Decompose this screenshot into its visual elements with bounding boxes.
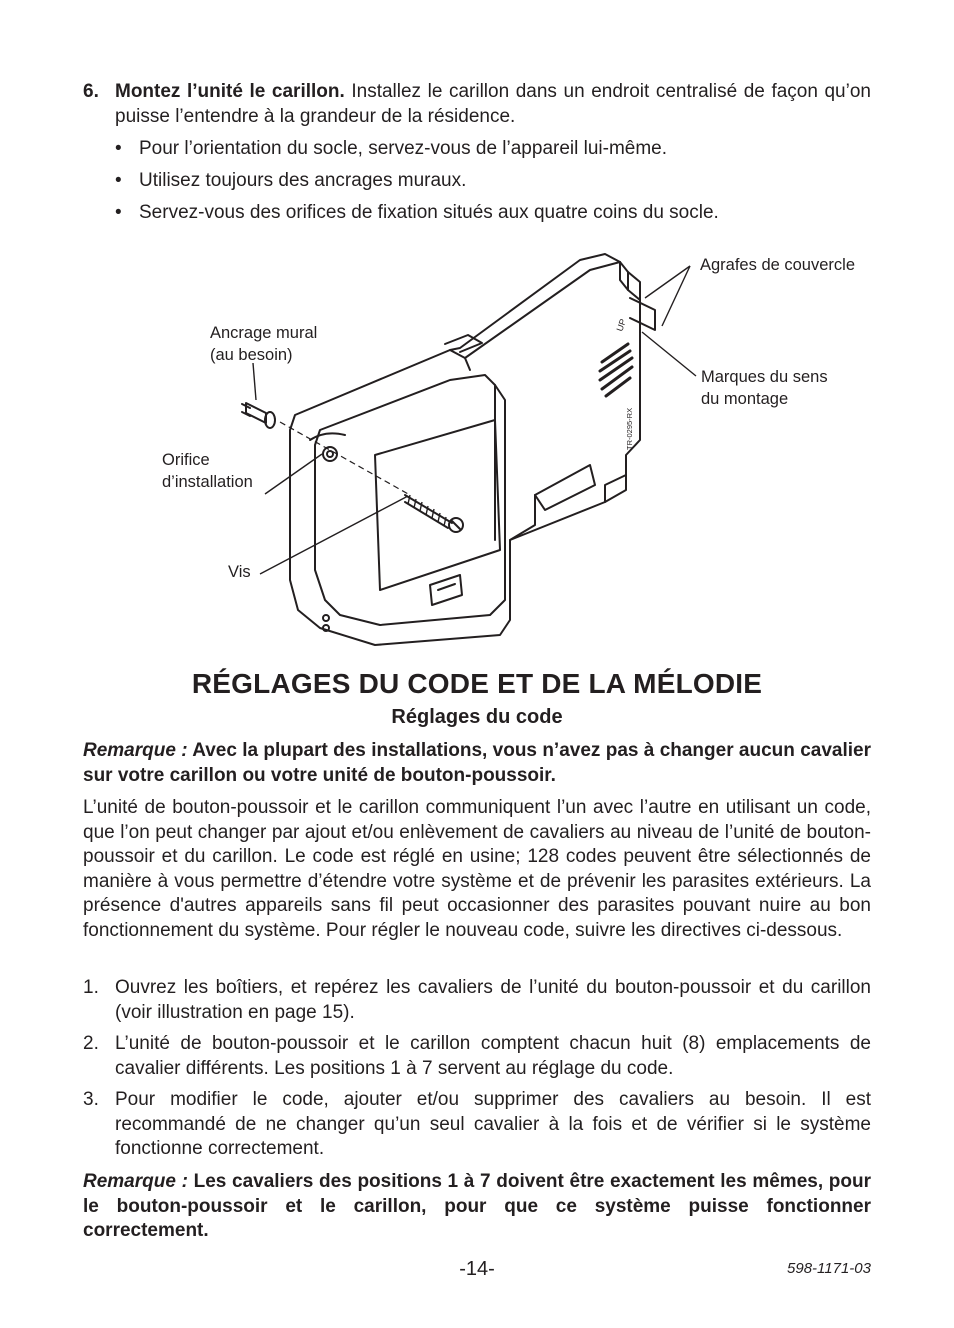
note-1 <box>83 739 871 788</box>
label-cover-clips: Agrafes de couvercle <box>700 256 856 274</box>
step-6-title: Montez l’unité le carillon. <box>115 81 345 102</box>
note-2-label: Remarque : <box>83 1171 188 1192</box>
section-heading: RÉGLAGES DU CODE ET DE LA MÉLODIE <box>191 668 763 699</box>
list-item: 3. Pour modifier le code, ajouter et/ou supprimer des cavaliers au besoin. Il est recommandé de ne changer qu’un seul cavalier à la fois et de vérifier si le système fonctionne correctement. <box>83 1089 871 1159</box>
bullet-icon: • <box>115 202 122 223</box>
bullet-icon: • <box>115 138 122 159</box>
note-1-label: Remarque : <box>83 740 188 761</box>
chime-device-drawing <box>150 240 880 660</box>
up-mark-text: UP <box>614 317 629 333</box>
code-steps <box>83 976 871 1162</box>
page-number: -14- <box>459 1258 495 1280</box>
body-paragraph: L’unité de bouton-poussoir et le carillon communiquent l’un avec l’autre en utilisant un code, que l’on peut changer par ajout et/ou enlèvement de cavaliers au niveau de l’unité de bouton-poussoir et du carillon. Le code est réglé en usine; 128 codes peuvent être sélectionnés de manière à vous permettre d’étendre votre système et de prévenir les parasites extérieurs. La présence d'autres appareils sans fil peut occasionner des parasites pouvant nuire au bon fonctionnement du système. Pour régler le nouveau code, suivre les directives ci-dessous. <box>83 797 871 941</box>
document-number: 598-1171-03 <box>787 1260 871 1277</box>
note-2-text: Les cavaliers des positions 1 à 7 doivent être exactement les mêmes, pour le bouton-poussoir et le carillon, pour que ce système puisse fonctionner correctement. <box>83 1171 871 1241</box>
note-2 <box>83 1170 871 1244</box>
step-6-text <box>115 80 871 129</box>
step-6-body: Installez le carillon dans un endroit centralisé de façon qu’on puisse l’entendre à la grandeur de la résidence. <box>115 81 871 127</box>
bullet-icon: • <box>115 170 122 191</box>
list-item: 2. L’unité de bouton-poussoir et le carillon comptent chacun huit (8) emplacements de cavalier différents. Les positions 1 à 7 servent au réglage du code. <box>83 1033 871 1079</box>
label-screw: Vis <box>228 563 251 581</box>
section-subheading: Réglages du code <box>391 706 563 728</box>
model-mark-text: TR-0295-RX <box>625 407 634 450</box>
chime-mounting-illustration <box>150 240 880 660</box>
list-item: 1. Ouvrez les boîtiers, et repérez les cavaliers de l’unité du bouton-poussoir et du carillon (voir illustration en page 15). <box>83 977 871 1023</box>
mounting-bullets <box>115 135 871 231</box>
step-6 <box>83 80 871 129</box>
step-6-number: 6. <box>83 81 99 102</box>
note-1-text: Avec la plupart des installations, vous n’avez pas à changer aucun cavalier sur votre carillon ou votre unité de bouton-poussoir. <box>83 740 871 786</box>
label-mounting-marks: Marques du sens du montage <box>701 368 828 408</box>
bullet-item: • Utilisez toujours des ancrages muraux. <box>115 167 871 199</box>
bullet-item: • Pour l’orientation du socle, servez-vous de l’appareil lui-même. <box>115 135 871 167</box>
label-wall-anchor: Ancrage mural (au besoin) <box>210 324 318 364</box>
label-mounting-hole: Orifice d’installation <box>162 451 253 491</box>
bullet-item: • Servez-vous des orifices de fixation situés aux quatre coins du socle. <box>115 199 871 231</box>
